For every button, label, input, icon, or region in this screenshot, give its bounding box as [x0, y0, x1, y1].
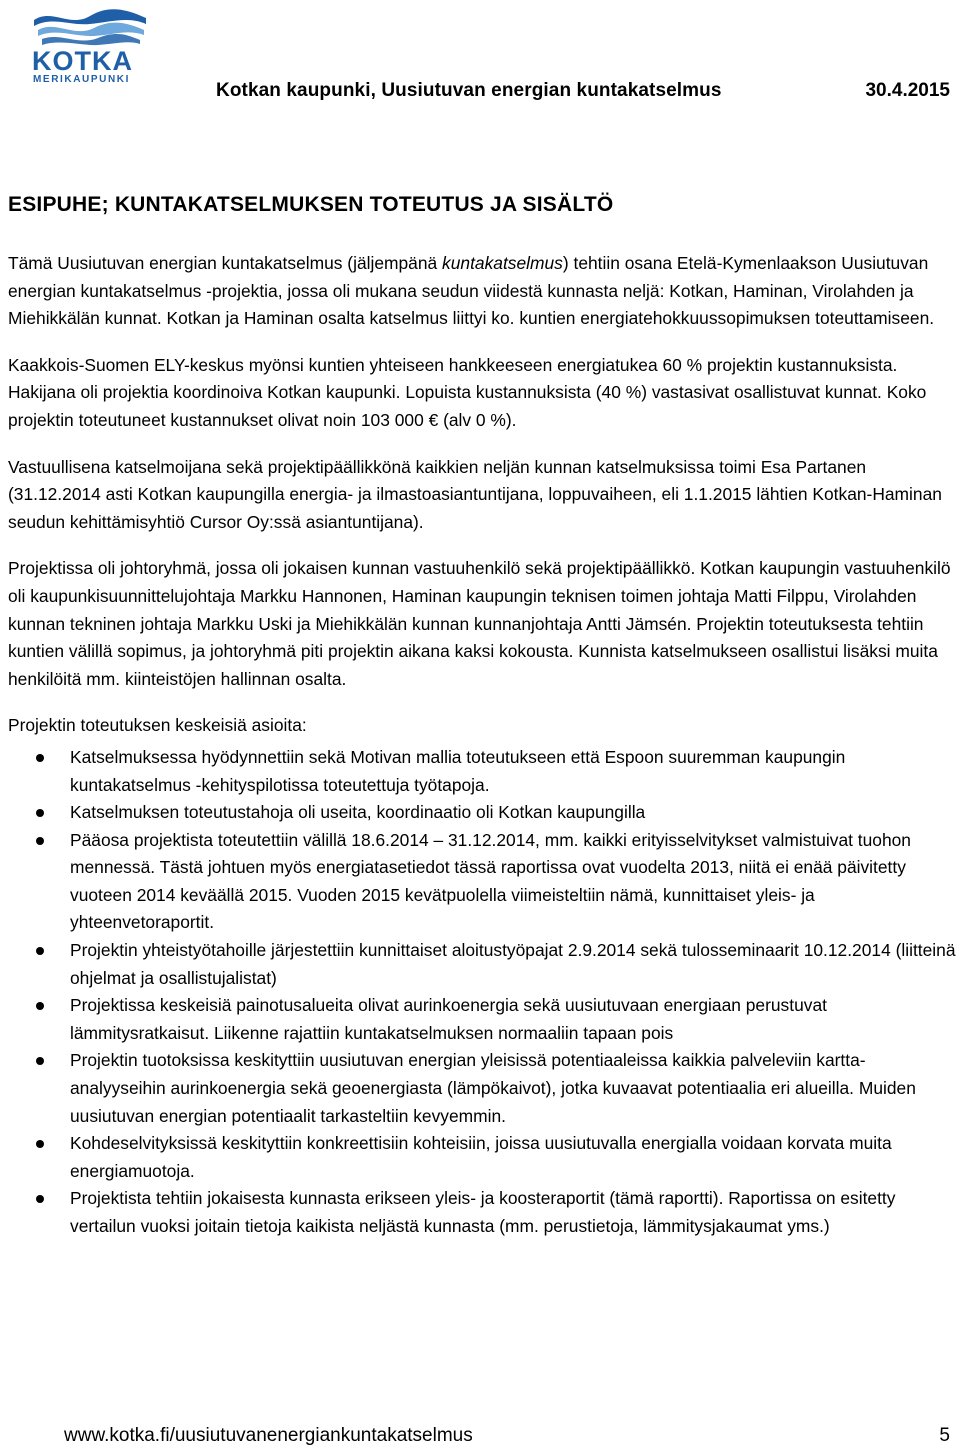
list-item: Projektin tuotoksissa keskityttiin uusiutuvan energian yleisissä potentiaaleissa kaikkia palveleviin kartta-analyyseihin aurinkoenergia sekä geoenergiasta (lämpökaivot), jotka kuvaavat potentiaalia eri alueilla. Muiden uusiutuvan energian potentiaalit tarkasteltiin kevyemmin.	[8, 1047, 956, 1130]
header-title: Kotkan kaupunki, Uusiutuvan energian kuntakatselmus	[216, 80, 722, 101]
bullet-icon	[36, 1140, 44, 1148]
logo-subtext: MERIKAUPUNKI	[33, 74, 130, 84]
paragraph-funding: Kaakkois-Suomen ELY-keskus myönsi kuntien yhteiseen hankkeeseen energiatukea 60 % projektin kustannuksista. Hakijana oli projektia koordinoiva Kotkan kaupunki. Lopuista kustannuksista (40 %) vastasivat osallistuvat kunnat. Koko projektin toteutuneet kustannukset olivat noin 103 000 € (alv 0 %).	[8, 354, 927, 430]
wave-icon	[34, 9, 146, 45]
list-item: Projektin yhteistyötahoille järjestettiin kunnittaiset aloitustyöpajat 2.9.2014 sekä tulosseminaarit 10.12.2014 (liitteinä ohjelmat ja osallistujalistat)	[8, 937, 956, 992]
bullet-icon	[36, 754, 44, 762]
page-number: 5	[939, 1425, 950, 1446]
paragraph-steering-group: Projektissa oli johtoryhmä, jossa oli jokaisen kunnan vastuuhenkilö sekä projektipäällikkö. Kotkan kaupungin vastuuhenkilö oli kaupunkisuunnittelujohtaja Markku Hannonen, Haminan kaupungin teknisen toimen johtaja Matti Filppu, Virolahden kunnan tekninen johtaja Markku Uski ja Miehikkälän kunnan kunnanjohtaja Antti Jämsén. Projektin toteutuksesta tehtiin kuntien välillä sopimus, ja johtoryhmä piti projektin aikana kaksi kokousta. Kunnista katselmukseen osallistui lisäksi muita henkilöitä mm. kiinteistöjen hallinnan osalta.	[8, 558, 951, 689]
paragraph-auditor: Vastuullisena katselmoijana sekä projektipäällikkönä kaikkien neljän kunnan katselmuksissa toimi Esa Partanen (31.12.2014 asti Kotkan kaupungilla energia- ja ilmastoasiantuntijana, loppuvaiheen, eli 1.1.2015 lähtien Kotkan-Haminan seudun kehittämisyhtiö Cursor Oy:ssä asiantuntijana).	[8, 456, 942, 532]
logo-wordmark: KOTKA	[32, 46, 133, 76]
key-points-list	[8, 744, 956, 1241]
section-heading: ESIPUHE; KUNTAKATSELMUKSEN TOTEUTUS JA SISÄLTÖ	[8, 193, 614, 216]
bullet-icon	[36, 837, 44, 845]
header-date: 30.4.2015	[865, 80, 950, 101]
bullet-icon	[36, 1057, 44, 1065]
footer-url-link[interactable]: www.kotka.fi/uusiutuvanenergiankuntakatselmus	[64, 1425, 473, 1446]
document-body	[8, 250, 956, 1241]
paragraph-key-points-intro: Projektin toteutuksen keskeisiä asioita:	[8, 715, 307, 736]
bullet-icon	[36, 809, 44, 817]
bullet-icon	[36, 947, 44, 955]
bullet-icon	[36, 1002, 44, 1010]
list-item: Pääosa projektista toteutettiin välillä 18.6.2014 – 31.12.2014, mm. kaikki erityisselvitykset valmistuivat tuohon mennessä. Tästä johtuen myös energiatasetiedot tässä raportissa ovat vuodelta 2013, niitä ei enää päivitetty vuoteen 2014 keväällä 2015. Vuoden 2015 kevätpuolella viimeisteltiin nämä, kunnittaiset yleis- ja yhteenvetoraportit.	[8, 827, 956, 937]
list-item: Projektissa keskeisiä painotusalueita olivat aurinkoenergia sekä uusiutuvaan energiaan perustuvat lämmitysratkaisut. Liikenne rajattiin kuntakatselmuksen normaaliin tapaan pois	[8, 992, 956, 1047]
list-item: Projektista tehtiin jokaisesta kunnasta erikseen yleis- ja koosteraportit (tämä raportti). Raportissa on esitetty vertailun vuoksi joitain tietoja kaikista neljästä kunnasta (mm. perustietoja, lämmitysjakaumat yms.)	[8, 1185, 956, 1240]
list-item: Katselmuksessa hyödynnettiin sekä Motivan mallia toteutukseen että Espoon suuremman kaupungin kuntakatselmus -kehityspilotissa toteutettuja työtapoja.	[8, 744, 956, 799]
emphasized-term: kuntakatselmus	[442, 253, 563, 273]
list-item: Katselmuksen toteutustahoja oli useita, koordinaatio oli Kotkan kaupungilla	[8, 799, 956, 827]
kotka-logo	[28, 6, 154, 84]
list-item: Kohdeselvityksissä keskityttiin konkreettisiin kohteisiin, joissa uusiutuvalla energialla voidaan korvata muita energiamuotoja.	[8, 1130, 956, 1185]
paragraph-intro: Tämä Uusiutuvan energian kuntakatselmus (jäljempänä kuntakatselmus) tehtiin osana Etelä-Kymenlaakson Uusiutuvan energian kuntakatselmus -projektia, jossa oli mukana seudun viidestä kunnasta neljä: Kotkan, Haminan, Virolahden ja Miehikkälän kunnat. Kotkan ja Haminan osalta katselmus liittyi ko. kuntien energiatehokkuussopimuksen toteuttamiseen.	[8, 253, 935, 329]
bullet-icon	[36, 1195, 44, 1203]
